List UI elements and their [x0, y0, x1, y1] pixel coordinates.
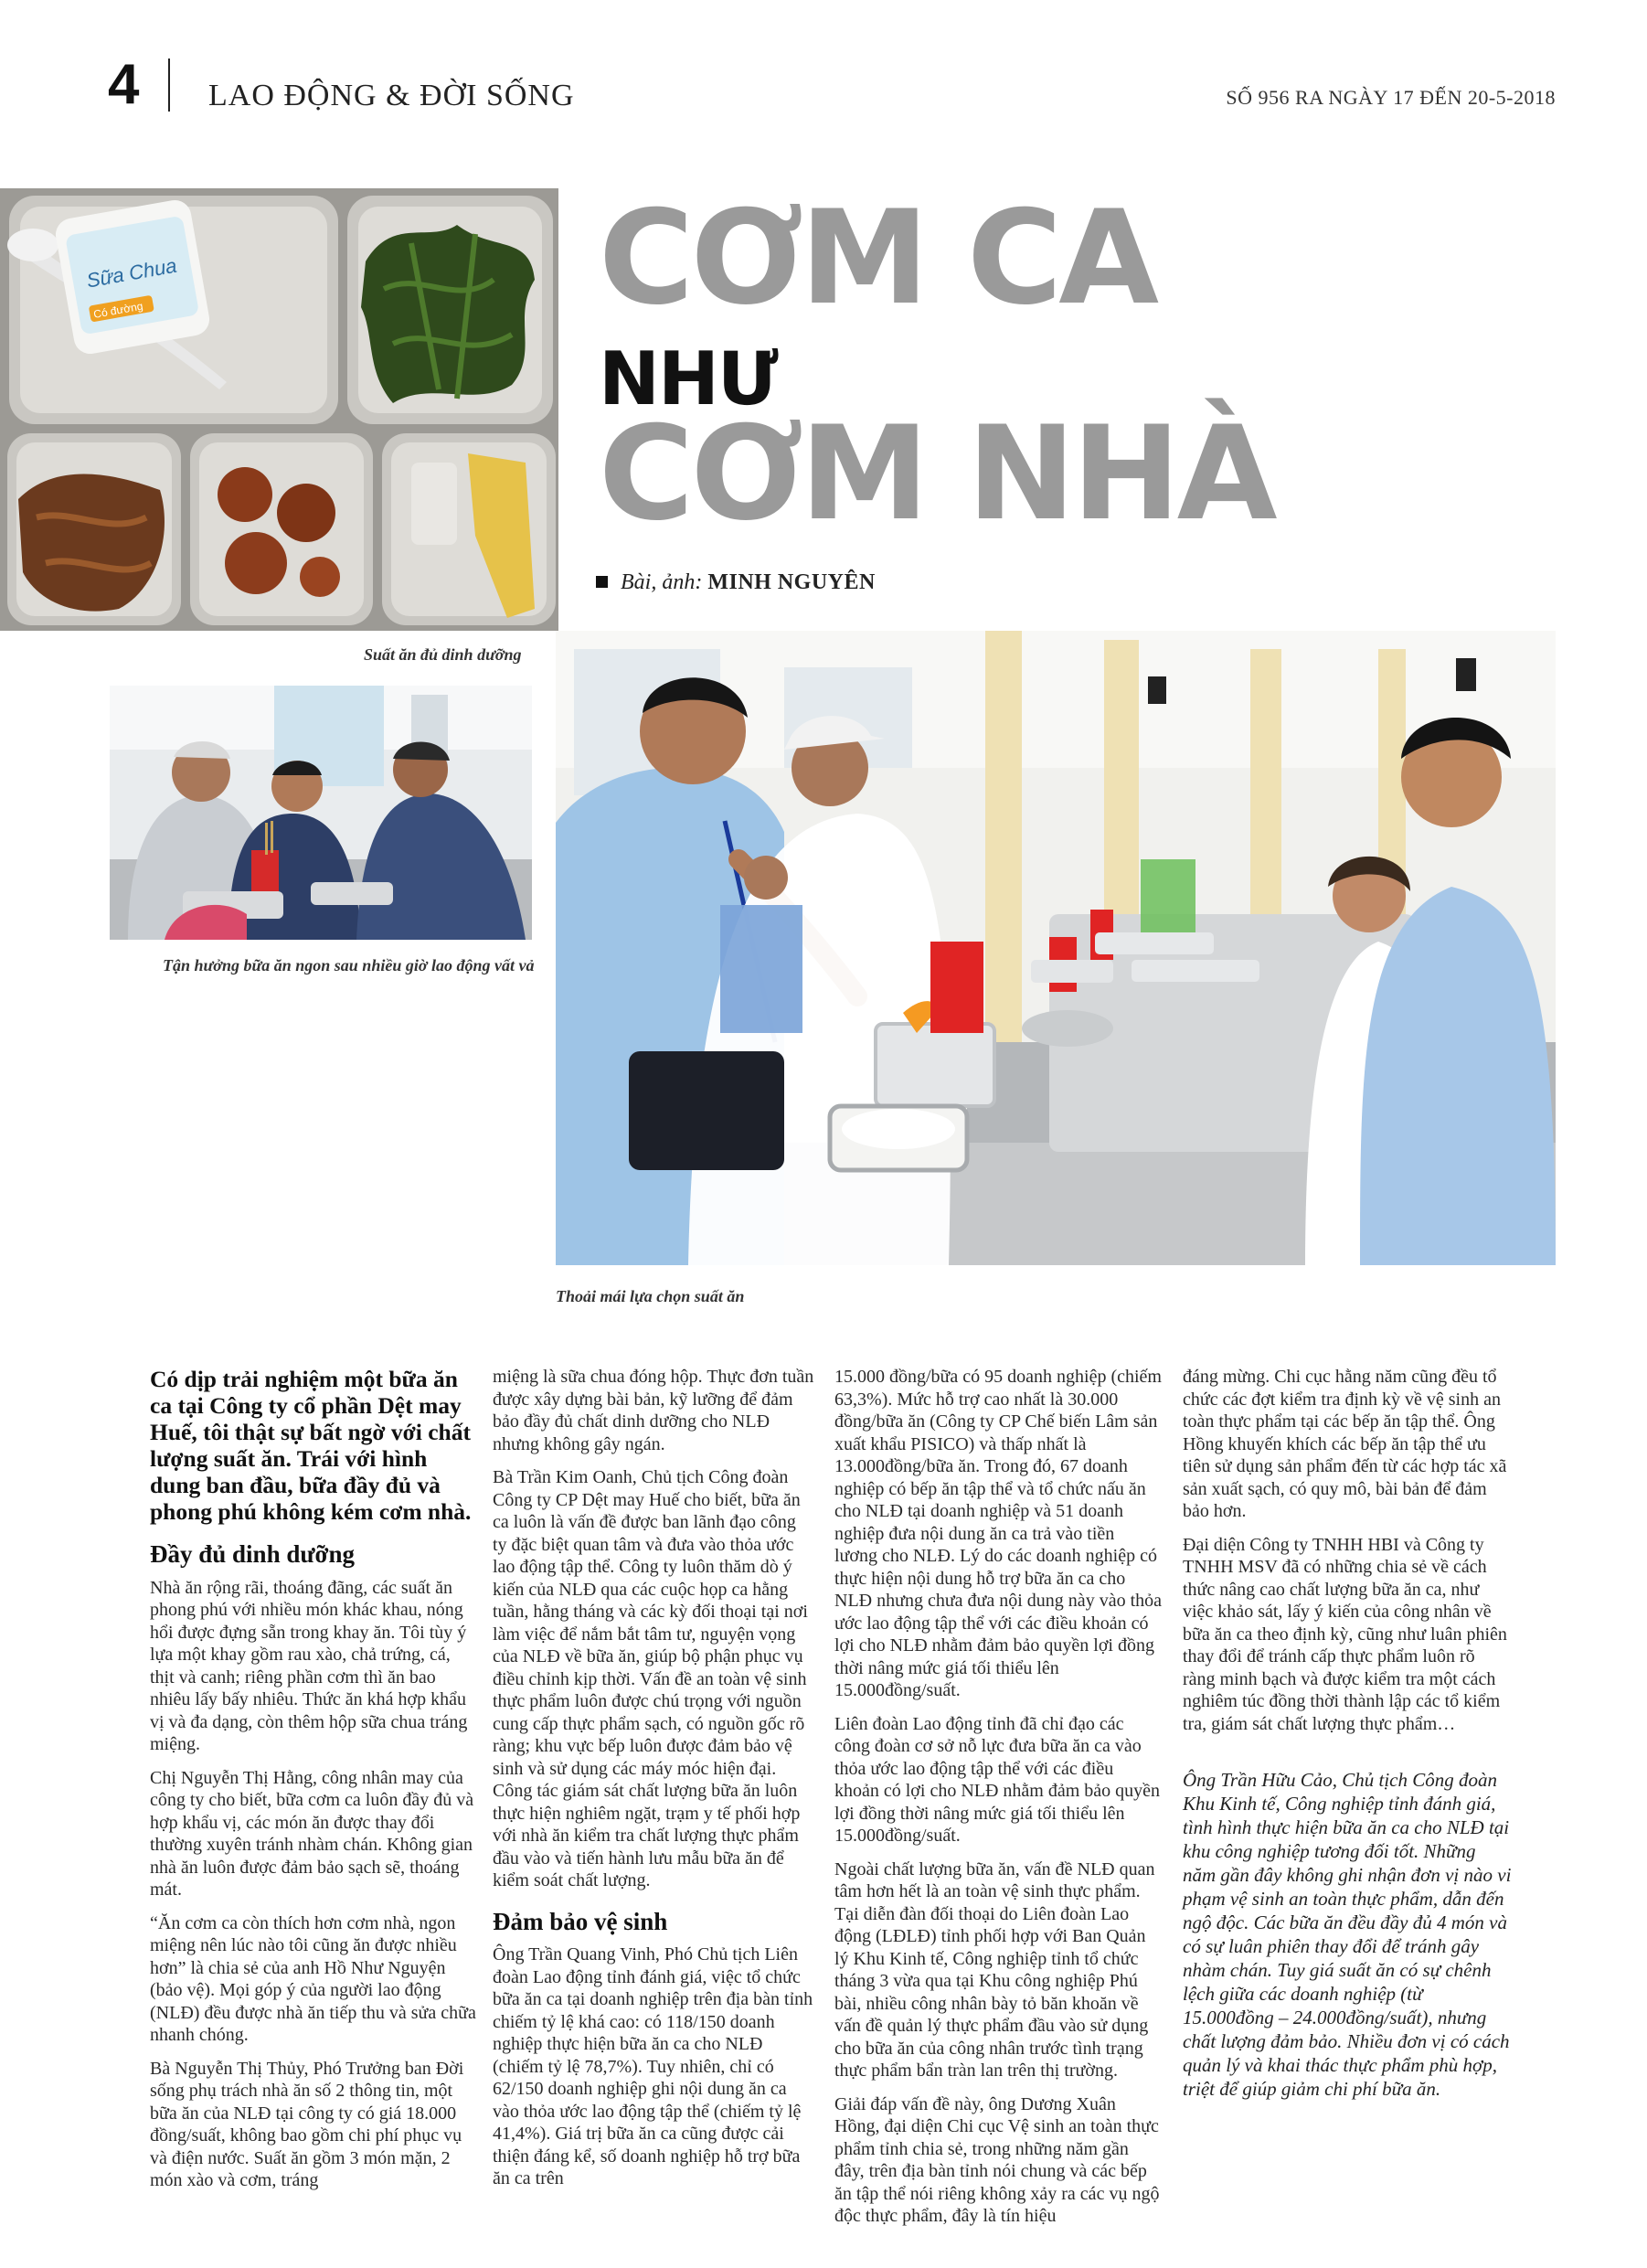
headline-line-1: CƠM CA	[599, 183, 1156, 334]
paragraph: Bà Trần Kim Oanh, Chủ tịch Công đoàn Công ty CP Dệt may Huế cho biết, bữa ăn ca luôn là vấn đề được ban lãnh đạo công ty đặc biệt quan tâm và đưa vào thỏa ước lao động tập thể. Công ty luôn thăm dò ý kiến của NLĐ qua các cuộc họp ca hằng tuần, hằng tháng và các kỳ đối thoại tại nơi làm việc để nắm bắt tâm tư, nguyện vọng của NLĐ về bữa ăn, giúp bộ phận phục vụ điều chỉnh kịp thời. Vấn đề an toàn vệ sinh thực phẩm luôn được chú trọng với nguồn cung cấp thực phẩm sạch, có nguồn gốc rõ ràng; khu vực bếp luôn được đảm bảo vệ sinh và sử dụng các máy móc hiện đại. Công tác giám sát chất lượng bữa ăn luôn thực hiện nghiêm ngặt, trạm y tế phối hợp với nhà ăn kiểm tra chất lượng thực phẩm đầu vào và tiến hành lưu mẫu bữa ăn để kiểm soát chất lượng.	[493, 1467, 808, 1890]
pull-quote-text: Ông Trần Hữu Cảo, Chủ tịch Công đoàn Khu Kinh tế, Công nghiệp tỉnh đánh giá, tình hình thực hiện bữa ăn ca cho NLĐ tại khu công nghiệp tương đối tốt. Những năm gần đây không ghi nhận đơn vị nào vi phạm vệ sinh an toàn thực phẩm, dẫn đến ngộ độc. Các bữa ăn đều đầy đủ 4 món và có sự luân phiên thay đổi để tránh gây nhàm chán. Tuy giá suất ăn có sự chênh lệch giữa các doanh nghiệp (từ 15.000đồng – 24.000đồng/suất), nhưng chất lượng đảm bảo. Nhiều đơn vị có cách quản lý và khai thác thực phẩm phù hợp, triệt để giúp giảm chi phí bữa ăn.	[1183, 1769, 1512, 2100]
headline-line-2: NHƯ	[599, 336, 777, 421]
subheading-hygiene: Đảm bảo vệ sinh	[493, 1907, 668, 1935]
paragraph: đáng mừng. Chi cục hằng năm cũng đều tổ chức các đợt kiểm tra định kỳ về vệ sinh an toàn thực phẩm tại các bếp ăn tập thể. Ông Hồng khuyến khích các bếp ăn tập thể ưu tiên sử dụng sản phẩm đến từ các hợp tác xã sản xuất sạch, có quy mô, bài bản để đảm bảo hơn.	[1183, 1367, 1507, 1521]
article-column-4	[1183, 1366, 1512, 2112]
diners-caption: Tận hưởng bữa ăn ngon sau nhiều giờ lao động vất vả	[163, 956, 535, 974]
buffet-photo	[556, 631, 1556, 1265]
byline-square-icon	[596, 576, 608, 588]
paragraph: Đại diện Công ty TNHH HBI và Công ty TNHH MSV đã có những chia sẻ về cách thức nâng cao chất lượng bữa ăn ca, như việc khảo sát, lấy ý kiến của công nhân về bữa ăn ca theo định kỳ, cũng như luân phiên thay đổi để tránh cấp thực phẩm luôn rõ ràng minh bạch và được kiểm tra một cách nghiêm túc đồng thời thành lập các tổ kiểm tra, giám sát chất lượng thực phẩm…	[1183, 1534, 1507, 1734]
meal-tray-illustration	[0, 188, 558, 631]
paragraph: Liên đoàn Lao động tỉnh đã chỉ đạo các công đoàn cơ sở nỗ lực đưa bữa ăn ca vào thỏa ước lao động tập thể với các điều khoản có lợi cho NLĐ nhằm đảm bảo quyền lợi đồng thời nâng mức giá tối thiểu lên 15.000đồng/suất.	[834, 1713, 1161, 1846]
section-name: LAO ĐỘNG & ĐỜI SỐNG	[208, 79, 575, 112]
paragraph: Ngoài chất lượng bữa ăn, vấn đề NLĐ quan tâm hơn hết là an toàn vệ sinh thực phẩm. Tại diễn đàn đối thoại do Liên đoàn Lao động (LĐLĐ) tỉnh phối hợp với Ban Quản lý Khu Kinh tế, Công nghiệp tỉnh tổ chức tháng 3 vừa qua tại Khu công nghiệp Phú bài, nhiều công nhân bày tỏ băn khoăn về vấn đề quản lý thực phẩm đầu vào sử dụng cho bữa ăn của công nhân trước tình trạng thực phẩm bẩn tràn lan trên thị trường.	[834, 1858, 1155, 2081]
paragraph: Bà Nguyễn Thị Thủy, Phó Trưởng ban Đời sống phụ trách nhà ăn số 2 thông tin, một bữa ăn của NLĐ tại công ty có giá 18.000 đồng/suất, không bao gồm chi phí phục vụ và điện nước. Suất ăn gồm 3 món mặn, 2 món xào và cơm, tráng	[150, 2058, 464, 2190]
paragraph: 15.000 đồng/bữa có 95 doanh nghiệp (chiếm 63,3%). Mức hỗ trợ cao nhất là 30.000 đồng/bữa ăn (Công ty CP Chế biến Lâm sản xuất khẩu PISICO) và thấp nhất là 13.000đồng/bữa ăn. Trong đó, 67 doanh nghiệp có bếp ăn tập thể và tổ chức nấu ăn cho NLĐ tại doanh nghiệp và 51 doanh nghiệp đưa nội dung ăn ca trả vào tiền lương cho NLĐ. Lý do các doanh nghiệp có thực hiện nội dung hỗ trợ bữa ăn ca cho NLĐ nhưng chưa đưa nội dung này vào thỏa ước lao động tập thể với các điều khoản có lợi cho NLĐ nhằm đảm bảo quyền lợi đồng thời nâng mức giá tối thiểu lên 15.000đồng/suất.	[834, 1367, 1162, 1700]
paragraph: Ông Trần Quang Vinh, Phó Chủ tịch Liên đoàn Lao động tỉnh đánh giá, việc tổ chức bữa ăn ca tại doanh nghiệp trên địa bàn tỉnh chiếm tỷ lệ khá cao: có 118/150 doanh nghiệp thực hiện bữa ăn ca cho NLĐ (chiếm tỷ lệ 78,7%). Tuy nhiên, chỉ có 62/150 doanh nghiệp ghi nội dung ăn ca vào thỏa ước lao động tập thể (chiếm tỷ lệ 41,4%). Giá trị bữa ăn ca cũng được cải thiện đáng kể, số doanh nghiệp hỗ trợ bữa ăn ca trên	[493, 1944, 813, 2188]
article-column-2	[493, 1366, 814, 2201]
paragraph: Giải đáp vấn đề này, ông Dương Xuân Hồng, đại diện Chi cục Vệ sinh an toàn thực phẩm tỉnh chia sẻ, trong những năm gần đây, trên địa bàn tỉnh nói chung và các bếp ăn tập thể nói riêng không xảy ra các vụ ngộ độc thực phẩm, đây là tín hiệu	[834, 2093, 1160, 2226]
yogurt-label: Sữa Chua	[84, 253, 179, 293]
paragraph: Chị Nguyễn Thị Hằng, công nhân may của công ty cho biết, bữa cơm ca luôn đầy đủ và hợp khẩu vị, các món ăn được thay đổi thường xuyên tránh nhàm chán. Không gian nhà ăn luôn được đảm bảo sạch sẽ, thoáng mát.	[150, 1767, 474, 1900]
headline-line-3: CƠM NHÀ	[599, 399, 1274, 549]
page-number: 4	[108, 53, 140, 116]
byline-author: MINH NGUYÊN	[707, 570, 876, 594]
issue-info: SỐ 956 RA NGÀY 17 ĐẾN 20-5-2018	[1226, 86, 1556, 109]
yogurt-sugar-label: Có đường	[92, 299, 144, 321]
pull-quote	[1183, 1768, 1512, 2101]
buffet-caption: Thoải mái lựa chọn suất ăn	[556, 1287, 745, 1305]
header-divider	[168, 59, 170, 112]
paragraph: miệng là sữa chua đóng hộp. Thực đơn tuần được xây dựng bài bản, kỹ lưỡng để đảm bảo đầy đủ chất dinh dưỡng cho NLĐ nhưng không gây ngán.	[493, 1367, 814, 1454]
diners-illustration	[110, 686, 532, 940]
diners-photo	[110, 686, 532, 940]
article-column-3	[834, 1366, 1162, 2239]
paragraph: Nhà ăn rộng rãi, thoáng đãng, các suất ăn phong phú với nhiều món khác khau, nóng hổi được đựng sẵn trong khay ăn. Tôi tùy ý lựa một khay gồm rau xào, chả trứng, cá, thịt và canh; riêng phần cơm thì ăn bao nhiêu lấy bấy nhiêu. Thức ăn khá hợp khẩu vị và đa dạng, còn thêm hộp sữa chua tráng miệng.	[150, 1577, 468, 1754]
paragraph: “Ăn cơm ca còn thích hơn cơm nhà, ngon miệng nên lúc nào tôi cũng ăn được nhiều hơn” là chia sẻ của anh Hồ Như Nguyện (bảo vệ). Mọi góp ý của người lao động (NLĐ) đều được nhà ăn tiếp thu và sửa chữa nhanh chóng.	[150, 1912, 476, 2045]
buffet-illustration	[556, 631, 1556, 1265]
tray-caption: Suất ăn đủ dinh dưỡng	[364, 645, 522, 664]
byline-prefix: Bài, ảnh:	[621, 570, 703, 594]
article-lead: Có dịp trải nghiệm một bữa ăn ca tại Công ty cổ phần Dệt may Huế, tôi thật sự bất ngờ với chất lượng suất ăn. Trái với hình dung ban đầu, bữa đầy đủ và phong phú không kém cơm nhà.	[150, 1366, 472, 1525]
byline	[596, 570, 876, 595]
meal-tray-photo	[0, 188, 558, 631]
article-column-1	[150, 1366, 479, 2203]
subheading-nutrition: Đầy đủ dinh dưỡng	[150, 1540, 356, 1568]
